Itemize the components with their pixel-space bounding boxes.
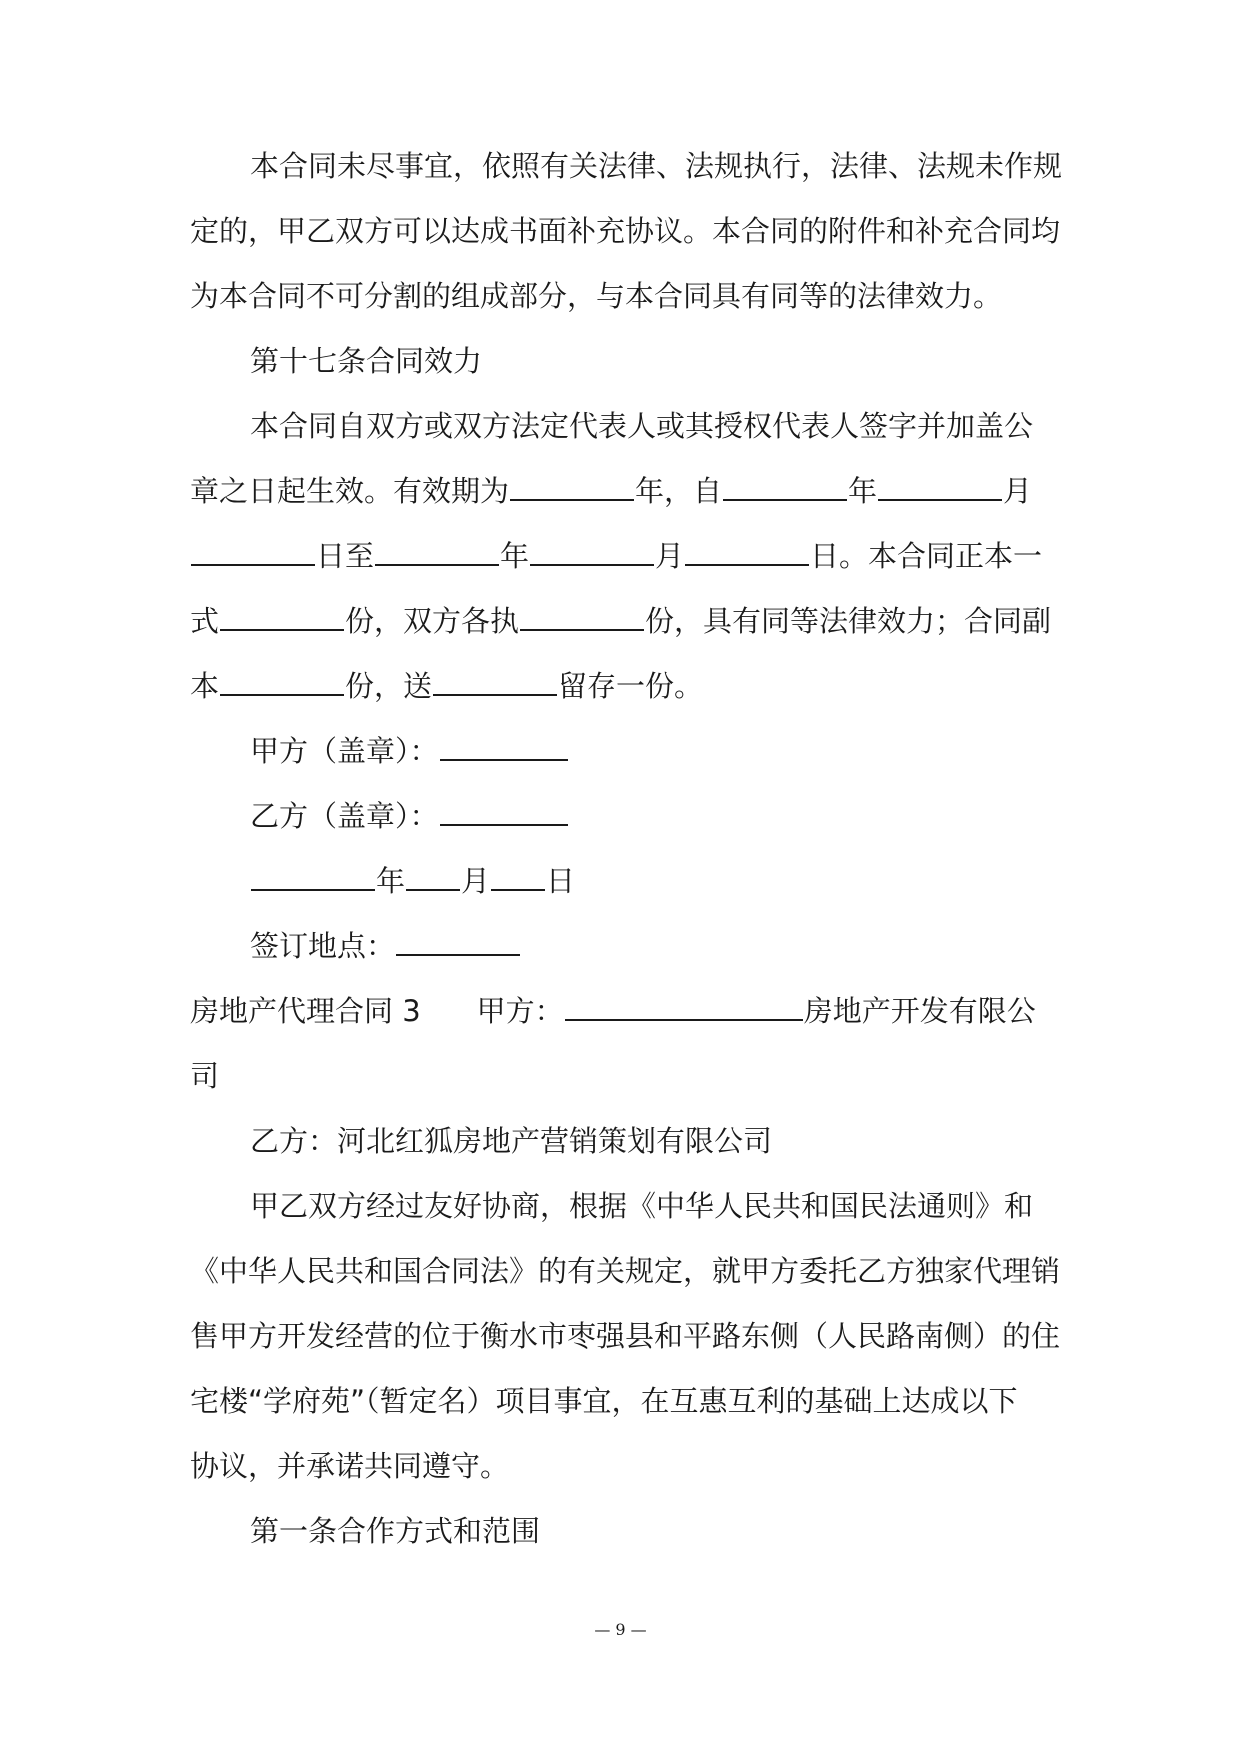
- fill-in-blank: [220, 603, 344, 631]
- fill-in-blank: [565, 993, 803, 1021]
- paragraph-line: 为本合同不可分割的组成部分，与本合同具有同等的法律效力。: [190, 279, 1003, 313]
- paragraph-line: 宅楼“学府苑”（暂定名）项目事宜，在互惠互利的基础上达成以下: [190, 1384, 1018, 1418]
- contract-title: 房地产代理合同 3: [190, 994, 421, 1028]
- paragraph-line: [190, 471, 1032, 511]
- paragraph-line: 定的，甲乙双方可以达成书面补充协议。本合同的附件和补充合同均: [190, 214, 1061, 248]
- party-b-seal-line: [250, 796, 569, 836]
- paragraph-line: 本合同自双方或双方法定代表人或其授权代表人签字并加盖公: [250, 409, 1034, 443]
- text-run: 房地产开发有限公: [803, 994, 1036, 1028]
- paragraph-line: [190, 536, 1042, 576]
- text-run: 年: [376, 864, 406, 898]
- paragraph-line: 售甲方开发经营的位于衡水市枣强县和平路东侧（人民路南侧）的住: [190, 1319, 1061, 1353]
- text-run: 日。本合同正本一: [810, 539, 1043, 573]
- fill-in-blank: [878, 473, 1002, 501]
- place-label: 签订地点：: [250, 929, 396, 963]
- text-run: 年: [500, 539, 530, 573]
- fill-in-blank: [530, 538, 654, 566]
- text-run: 月: [1003, 474, 1033, 508]
- text-run: 日至: [316, 539, 375, 573]
- text-run: 式: [190, 604, 220, 638]
- fill-in-blank: [433, 668, 557, 696]
- article-heading: 第一条合作方式和范围: [250, 1514, 541, 1548]
- fill-in-blank: [375, 538, 499, 566]
- signing-date-line: [250, 861, 575, 901]
- fill-in-blank: [491, 863, 545, 891]
- text-run: 留存一份。: [558, 669, 704, 703]
- paragraph-line: 司: [190, 1059, 220, 1093]
- text-run: 份，具有同等法律效力；合同副: [645, 604, 1052, 638]
- paragraph-line: 《中华人民共和国合同法》的有关规定，就甲方委托乙方独家代理销: [190, 1254, 1061, 1288]
- text-run: 份，送: [345, 669, 433, 703]
- paragraph-line: 本合同未尽事宜，依照有关法律、法规执行，法律、法规未作规: [250, 149, 1063, 183]
- fill-in-blank: [440, 798, 568, 826]
- fill-in-blank: [191, 538, 315, 566]
- fill-in-blank: [251, 863, 375, 891]
- paragraph-line: [190, 666, 703, 706]
- text-run: 年: [848, 474, 878, 508]
- party-a-seal-line: [250, 731, 569, 771]
- page-number: — 9 —: [594, 1620, 647, 1639]
- text-run: 月: [655, 539, 685, 573]
- contract-title-line: [190, 991, 1036, 1031]
- text-run: 份，双方各执: [345, 604, 520, 638]
- fill-in-blank: [520, 603, 644, 631]
- signing-place-line: [250, 926, 521, 966]
- party-a-label: 甲方：: [476, 994, 564, 1028]
- text-run: 月: [461, 864, 491, 898]
- paragraph-line: 协议，并承诺共同遵守。: [190, 1449, 510, 1483]
- fill-in-blank: [220, 668, 344, 696]
- party-b-line: 乙方：河北红狐房地产营销策划有限公司: [250, 1124, 773, 1158]
- fill-in-blank: [396, 928, 520, 956]
- fill-in-blank: [440, 733, 568, 761]
- text-run: 年，自: [635, 474, 723, 508]
- text-run: 章之日起生效。有效期为: [190, 474, 510, 508]
- article-heading: 第十七条合同效力: [250, 344, 483, 378]
- text-run: 日: [546, 864, 576, 898]
- fill-in-blank: [723, 473, 847, 501]
- fill-in-blank: [685, 538, 809, 566]
- party-a-label: 甲方（盖章）：: [250, 734, 439, 768]
- paragraph-line: [190, 601, 1051, 641]
- party-b-label: 乙方（盖章）：: [250, 799, 439, 833]
- paragraph-line: 甲乙双方经过友好协商，根据《中华人民共和国民法通则》和: [250, 1189, 1034, 1223]
- text-run: 本: [190, 669, 220, 703]
- fill-in-blank: [406, 863, 460, 891]
- fill-in-blank: [510, 473, 634, 501]
